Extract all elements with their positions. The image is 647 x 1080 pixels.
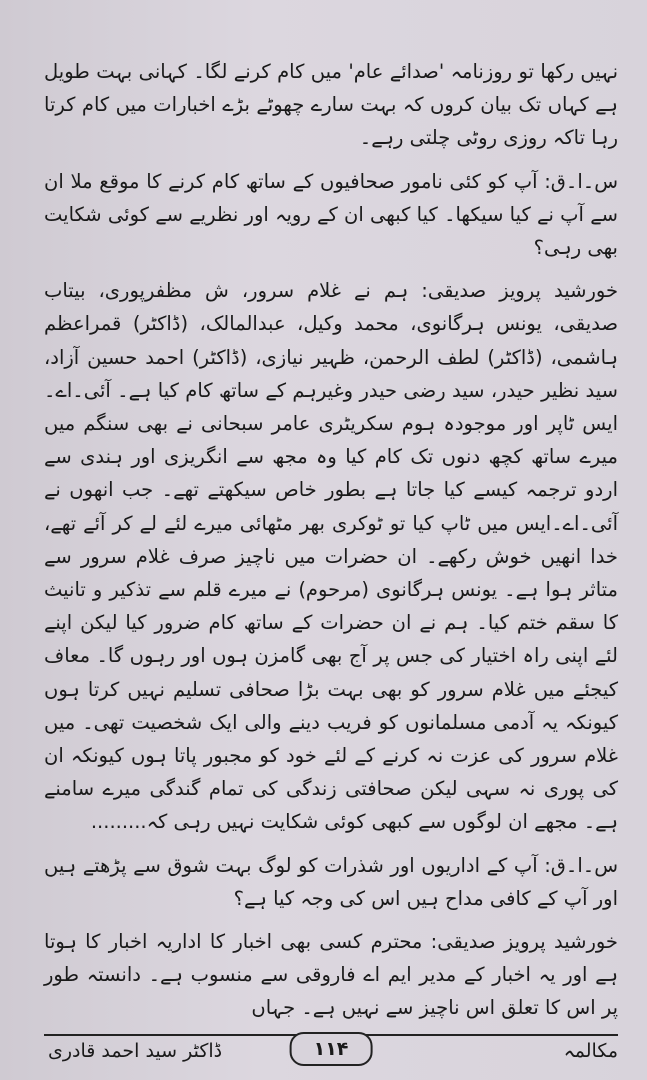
paragraph-continuation: نہیں رکھا تو روزنامہ 'صدائے عام' میں کام کرنے لگا۔ کہانی بہت طویل ہے کہاں تک بیان کروں کہ بہت سارے چھوٹے بڑے اخبارات میں کام کرتا رہا تاکہ روزی روٹی چلتی رہے۔: [44, 60, 618, 150]
question-1: س۔ا۔ق: آپ کو کئی نامور صحافیوں کے ساتھ کام کرنے کا موقع ملا ان سے آپ نے کیا سیکھا۔ کیا کبھی ان کے رویہ اور نظریے سے کوئی شکایت بھی رہی؟: [44, 169, 618, 260]
question-2: س۔ا۔ق: آپ کے اداریوں اور شذرات کو لوگ بہت شوق سے پڑھتے ہیں اور آپ کے کافی مداح ہیں اس کی وجہ کیا ہے؟: [44, 853, 618, 910]
answer-2: خورشید پرویز صدیقی: محترم کسی بھی اخبار کا اداریہ اخبار کا ہوتا ہے اور یہ اخبار کے مدیر ایم اے فاروقی سے منسوب ہے۔ دانستہ طور پر اس کا تعلق اس ناچیز سے نہیں ہے۔ جہاں: [44, 930, 618, 1020]
page-footer: [44, 1032, 618, 1066]
page-number: ۱۱۴: [290, 1032, 373, 1066]
footer-author: ڈاکٹر سید احمد قادری: [48, 1040, 223, 1062]
footer-section-title: مکالمہ: [563, 1040, 618, 1062]
body-text: [44, 55, 618, 1025]
answer-1: خورشید پرویز صدیقی: ہم نے غلام سرور، ش مظفرپوری، بیتاب صدیقی، یونس ہرگانوی، محمد وکیل، عبدالمالک، (ڈاکٹر) قمراعظم ہاشمی، (ڈاکٹر) لطف الرحمن، ظہیر نیازی، (ڈاکٹر) احمد حسین آزاد، سید نظیر حیدر، سید رضی حیدر وغیرہم کے ساتھ کام کیا ہے۔ آئی۔اے۔ایس ٹاپر اور موجودہ ہوم سکریٹری عامر سبحانی نے بھی سنگم میں میرے ساتھ کچھ دنوں تک کام کیا وہ مجھ سے انگریزی اور ہندی سے اردو ترجمہ کیسے کیا جاتا ہے بطور خاص سیکھتے تھے۔ جب انھوں نے آئی۔اے۔ایس میں ٹاپ کیا تو ٹوکری بھر مٹھائی میرے لئے لے کر آئے تھے، خدا انھیں خوش رکھے۔ ان حضرات میں ناچیز صرف غلام سرور سے متاثر ہوا ہے۔ یونس ہرگانوی (مرحوم) نے میرے قلم سے تذکیر و تانیث کا سقم ختم کیا۔ ہم نے ان حضرات کے ساتھ کام ضرور کیا لیکن اپنے لئے اپنی راہ اختیار کی جس پر آج بھی گامزن ہوں اور رہوں گا۔ معاف کیجئے میں غلام سرور کو بھی بہت بڑا صحافی تسلیم نہیں کرتا ہوں کیونکہ یہ آدمی مسلمانوں کو فریب دینے والی ایک شخصیت تھی۔ میں غلام سرور کی عزت نہ کرنے کے لئے خود کو مجبور پاتا ہوں کیونکہ ان کی پوری نہ سہی لیکن صحافتی زندگی کی تمام گندگی میرے سامنے ہے۔ مجھے ان لوگوں سے کبھی کوئی شکایت نہیں رہی کہ.........: [44, 279, 618, 834]
